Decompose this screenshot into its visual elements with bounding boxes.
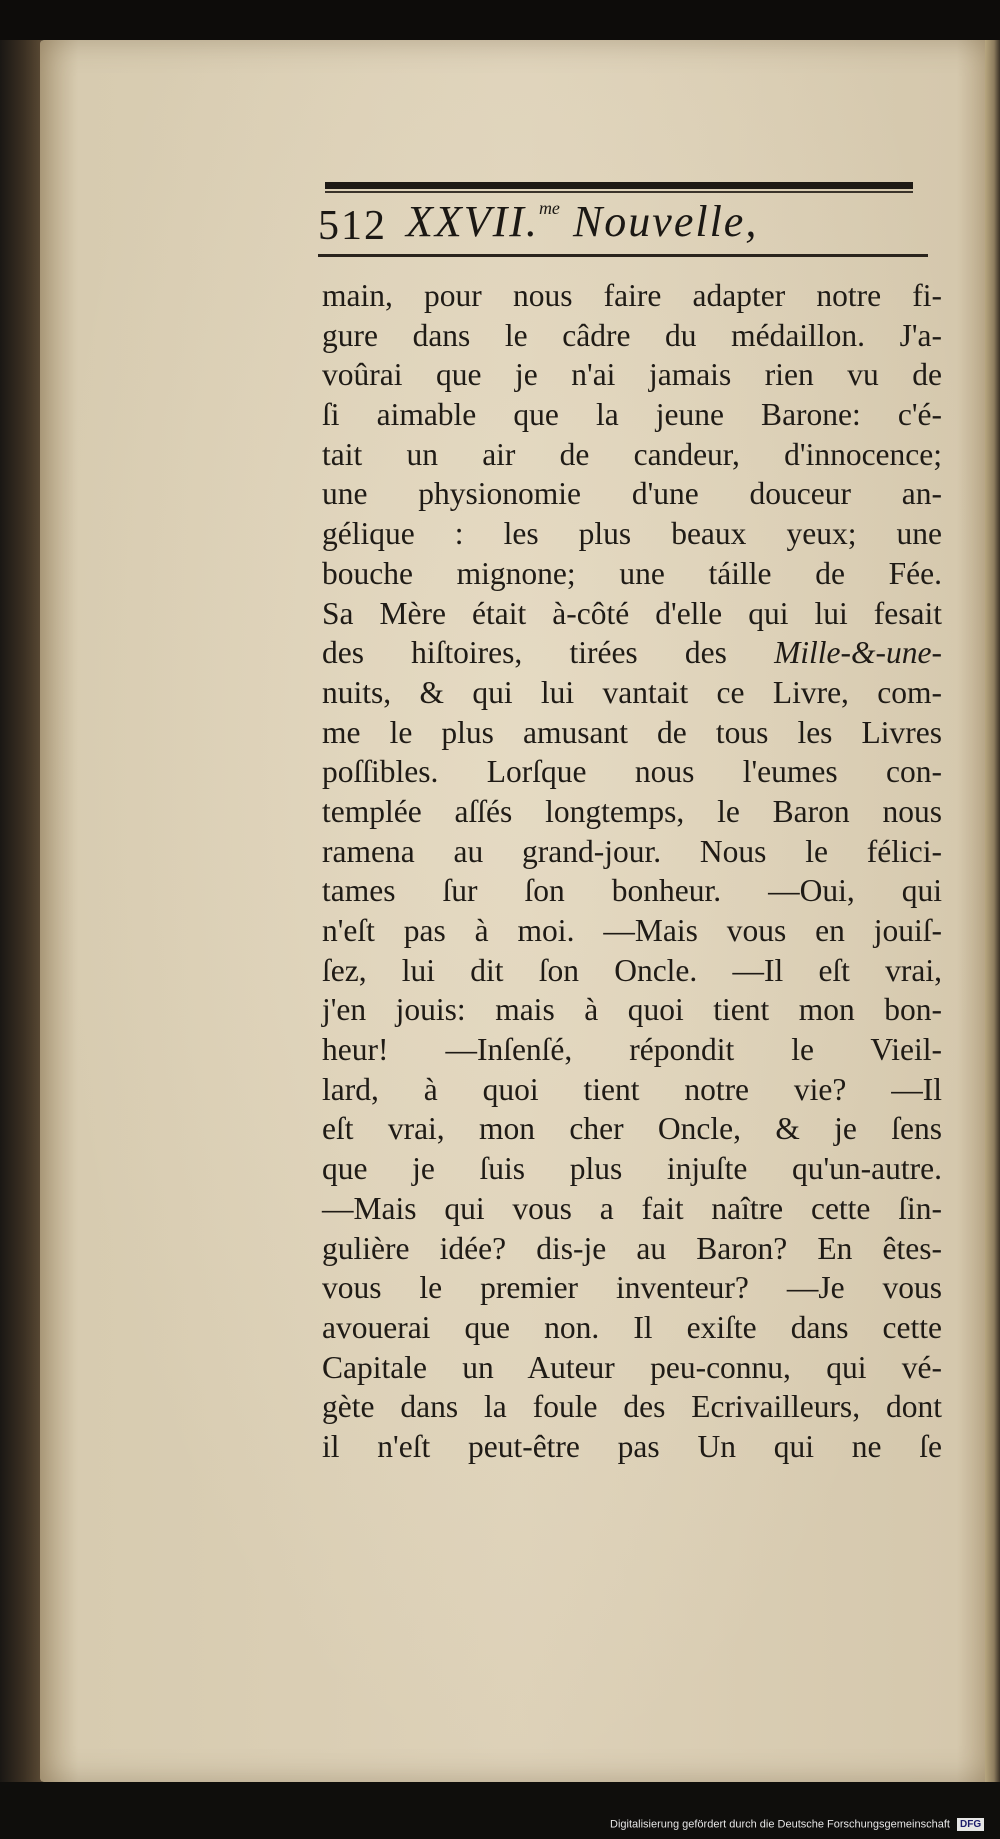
page-fore-edge — [985, 40, 1000, 1800]
header-rule-top-thin — [325, 191, 913, 193]
body-text — [322, 276, 942, 1467]
text-line: tait un air de candeur, d'innocence; — [322, 436, 942, 472]
credit-text: Digitalisierung gefördert durch die Deutsche Forschungsgemeinschaft — [610, 1818, 950, 1831]
text-line: lard, à quoi tient notre vie? —Il — [322, 1071, 942, 1107]
text-line: n'eſt pas à moi. —Mais vous en jouiſ- — [322, 913, 942, 948]
text-line: ſez, lui dit ſon Oncle. —Il eſt vrai, — [322, 952, 942, 988]
text-line: templée aſſés longtemps, le Baron nous — [322, 793, 942, 829]
text-line: que je ſuis plus injuſte qu'un-autre. — [322, 1151, 942, 1187]
header-rule-top — [325, 182, 913, 189]
running-title-main: XXVII. — [406, 197, 539, 246]
text-line-start: des hiſtoires, tirées des — [322, 635, 727, 671]
running-title-rest: Nouvelle, — [559, 197, 759, 246]
text-line: gélique : les plus beaux yeux; une — [322, 516, 942, 552]
text-line: une physionomie d'une douceur an- — [322, 476, 942, 512]
text-line: heur! —Inſenſé, répondit le Vieil- — [322, 1032, 942, 1068]
text-line: voûrai que je n'ai jamais rien vu de — [322, 357, 942, 393]
text-line: gulière idée? dis-je au Baron? En êtes- — [322, 1230, 942, 1266]
book-spine-edge — [0, 40, 42, 1800]
running-title — [406, 196, 758, 247]
italic-book-title: Mille-&-une- — [774, 635, 942, 671]
text-line-with-italic — [322, 633, 942, 673]
text-line: —Mais qui vous a fait naître cette ſin- — [322, 1190, 942, 1226]
text-line: tames ſur ſon bonheur. —Oui, qui — [322, 873, 942, 909]
text-line: bouche mignone; une táille de Fée. — [322, 555, 942, 591]
text-line: j'en jouis: mais à quoi tient mon bon- — [322, 992, 942, 1028]
header-rule-bottom — [318, 254, 928, 257]
running-header — [318, 196, 938, 258]
text-line: nuits, & qui lui vantait ce Livre, com- — [322, 674, 942, 710]
text-line: gure dans le câdre du médaillon. J'a- — [322, 317, 942, 353]
text-line: Sa Mère était à-côté d'elle qui lui fesait — [322, 595, 942, 631]
page-number: 512 — [318, 203, 387, 249]
text-line: vous le premier inventeur? —Je vous — [322, 1270, 942, 1306]
text-line: Capitale un Auteur peu-connu, qui vé- — [322, 1349, 942, 1385]
text-line: main, pour nous faire adapter notre fi- — [322, 278, 942, 313]
digitization-credit — [610, 1818, 984, 1831]
text-line: me le plus amusant de tous les Livres — [322, 714, 942, 750]
text-line: poſſibles. Lorſque nous l'eumes con- — [322, 754, 942, 790]
dfg-logo: DFG — [957, 1818, 984, 1831]
text-line: ramena au grand-jour. Nous le félici- — [322, 833, 942, 869]
text-line: avouerai que non. Il exiſte dans cette — [322, 1309, 942, 1345]
text-line: ſi aimable que la jeune Barone: c'é- — [322, 397, 942, 433]
scan-top-border — [0, 0, 1000, 40]
text-line: il n'eſt peut-être pas Un qui ne ſe — [322, 1428, 942, 1464]
running-title-superscript: me — [538, 198, 560, 218]
text-line: eſt vrai, mon cher Oncle, & je ſens — [322, 1111, 942, 1147]
text-line: gète dans la foule des Ecrivailleurs, dont — [322, 1389, 942, 1425]
